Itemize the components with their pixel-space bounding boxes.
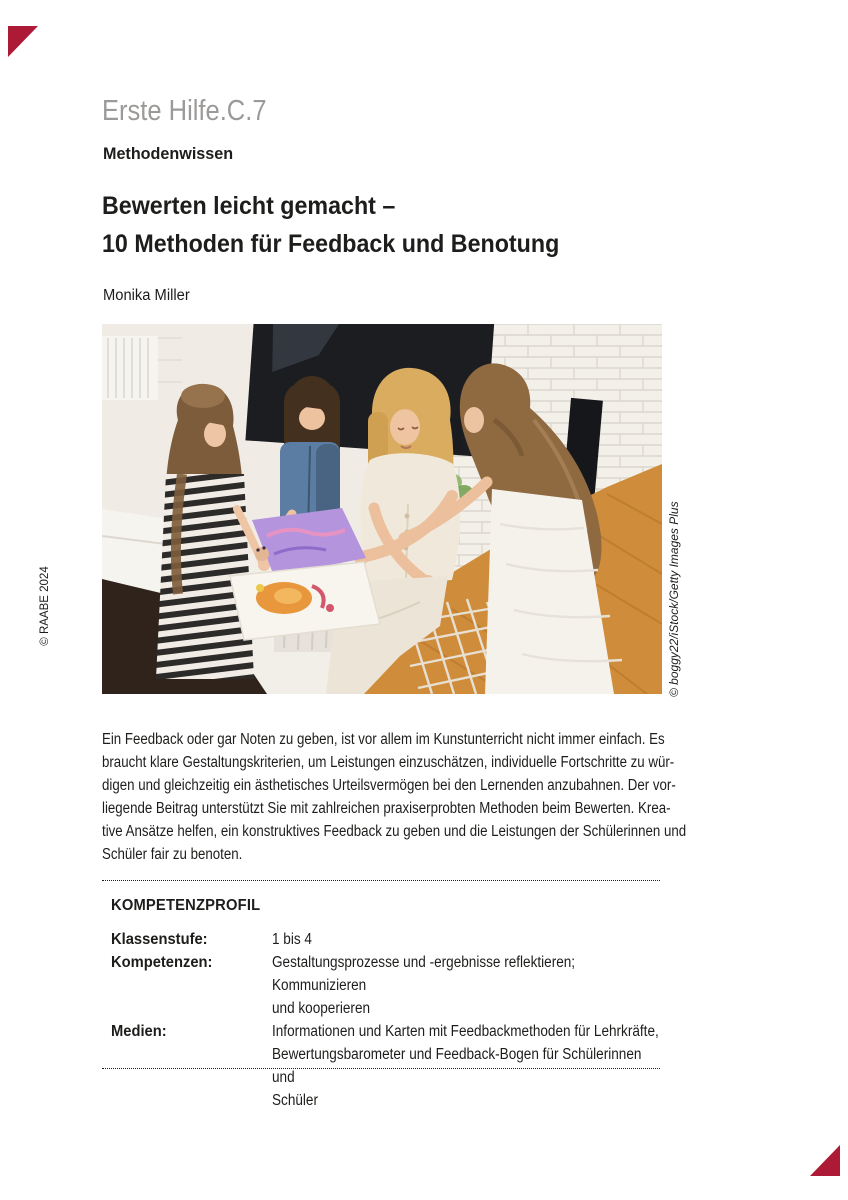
row-value: Gestaltungsprozesse und -ergebnisse reflektieren; Kommunizieren und kooperieren	[272, 954, 576, 1017]
row-label: Kompetenzen:	[111, 954, 213, 971]
table-row	[111, 951, 722, 1020]
intro-line: Schüler fair zu benoten.	[102, 846, 243, 863]
table-row	[111, 928, 722, 951]
title-line-2: 10 Methoden für Feedback und Benotung	[102, 230, 560, 258]
intro-line: braucht klare Gestaltungskriterien, um Leistungen einzuschätzen, individuelle Fortschritte zu wür-	[102, 754, 675, 771]
page-title	[102, 187, 559, 263]
series-label: Erste Hilfe.C.7	[102, 95, 267, 127]
intro-line: liegende Beitrag unterstützt Sie mit zahlreichen praxiserprobten Methoden beim Bewerten. Krea-	[102, 800, 671, 817]
intro-line: Ein Feedback oder gar Noten zu geben, ist vor allem im Kunstunterricht nicht immer einfach. Es	[102, 731, 665, 748]
row-label: Medien:	[111, 1023, 167, 1040]
row-value: Informationen und Karten mit Feedbackmethoden für Lehrkräfte, Bewertungsbarometer und Feedback-Bogen für Schülerinnen und Schüler	[272, 1023, 659, 1109]
copyright-publisher: © RAABE 2024	[39, 566, 51, 646]
category-label: Methodenwissen	[103, 144, 234, 163]
row-value: 1 bis 4	[272, 931, 312, 948]
intro-paragraph	[102, 728, 687, 866]
photo-credit: © boggy22/iStock/Getty Images Plus	[667, 501, 681, 697]
dotted-separator-top	[102, 880, 660, 881]
page-corner-mark-top-left	[8, 26, 38, 57]
row-label: Klassenstufe:	[111, 931, 208, 948]
title-line-1: Bewerten leicht gemacht –	[102, 192, 396, 220]
kompetenzprofil-heading: KOMPETENZPROFIL	[111, 897, 261, 914]
dotted-separator-bottom	[102, 1068, 660, 1069]
table-row	[111, 1020, 722, 1112]
page-corner-mark-bottom-right	[810, 1145, 840, 1176]
intro-line: digen und gleichzeitig ein ästhetisches Urteilsvermögen bei den Lernenden anzubahnen. Der vor-	[102, 777, 676, 794]
article-photo	[102, 324, 662, 694]
intro-line: tive Ansätze helfen, ein konstruktives Feedback zu geben und die Leistungen der Schülerinnen und	[102, 823, 687, 840]
kompetenzprofil-table	[111, 928, 722, 1112]
author-name: Monika Miller	[103, 287, 190, 304]
